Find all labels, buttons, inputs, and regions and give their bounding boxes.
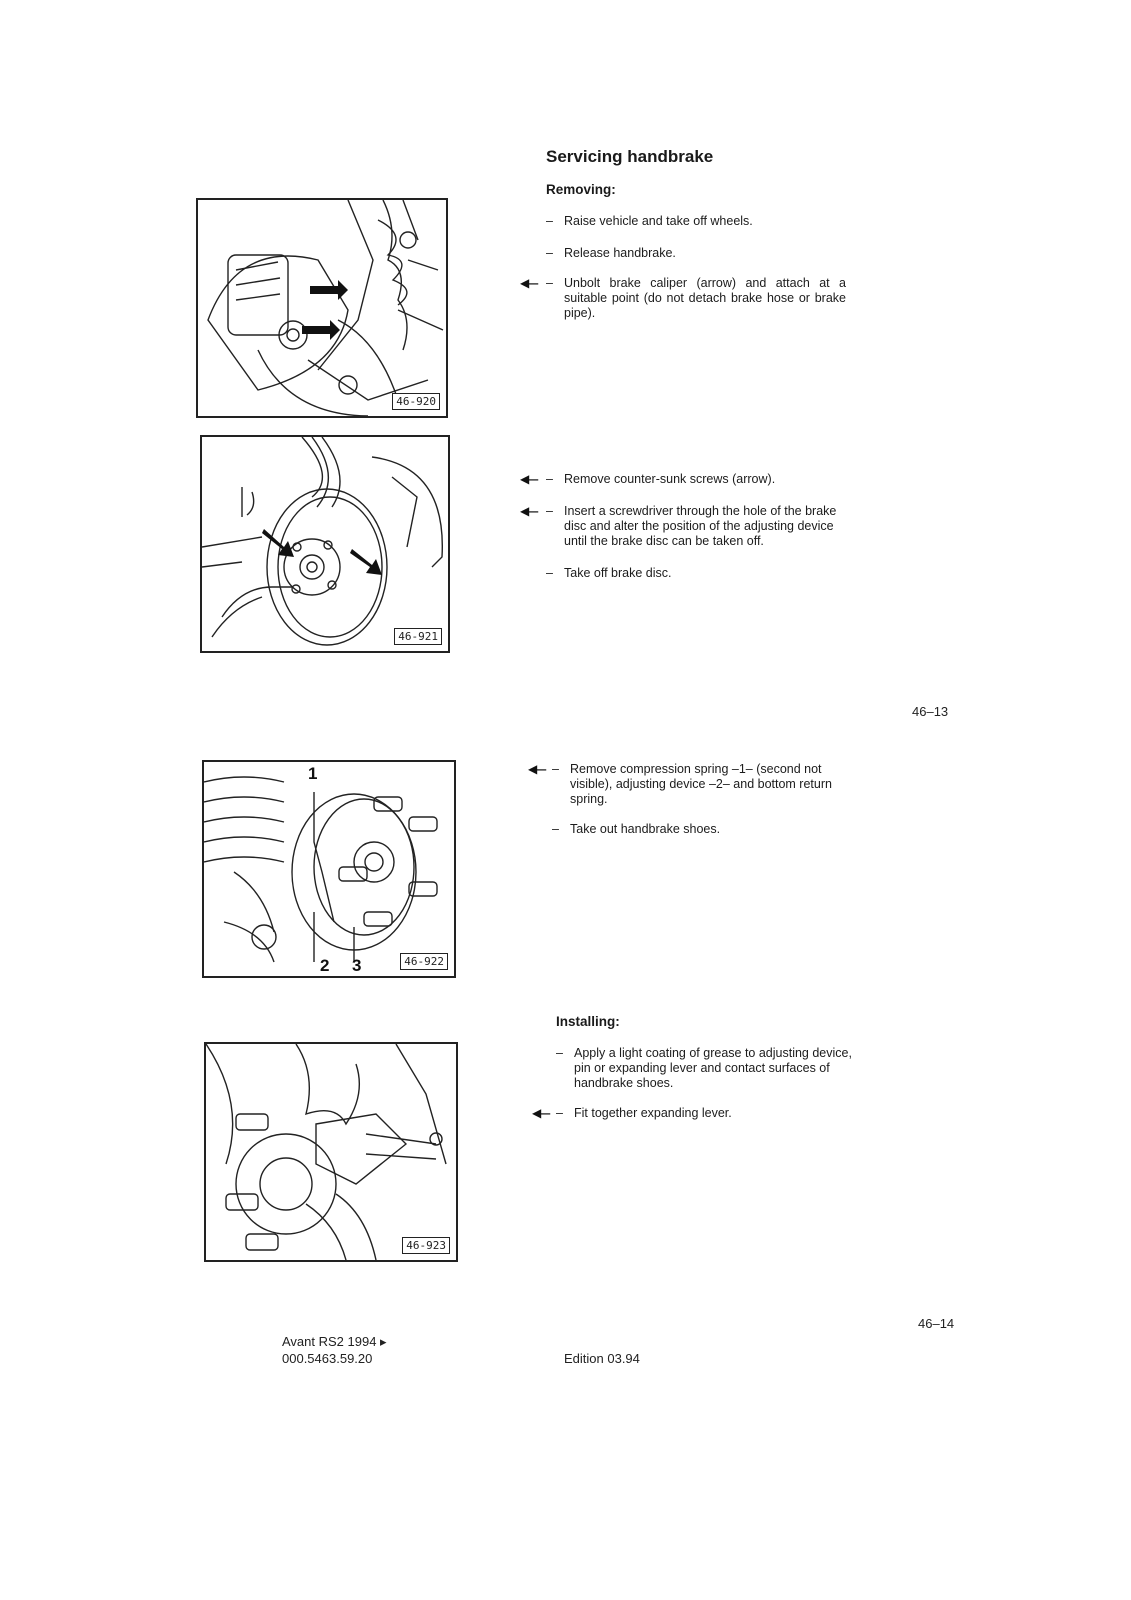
figure-reference-arrow-icon: ◀— (520, 276, 536, 290)
callout-3: 3 (352, 956, 362, 975)
figure-reference-arrow-icon: ◀— (520, 472, 536, 486)
callout-1: 1 (308, 764, 318, 783)
expanding-lever-illustration (206, 1044, 456, 1260)
footer-part-number: 000.5463.59.20 (282, 1351, 373, 1366)
figure-expanding-lever (204, 1042, 458, 1262)
arrow-icon (310, 280, 348, 300)
figure-label: 46-922 (400, 953, 448, 970)
footer-model: Avant RS2 1994 ▸ (282, 1334, 387, 1349)
installing-heading: Installing: (556, 1014, 620, 1029)
figure-label: 46-920 (392, 393, 440, 410)
footer-edition: Edition 03.94 (564, 1351, 640, 1366)
arrow-icon (262, 529, 294, 557)
handbrake-shoes-illustration (204, 762, 454, 976)
figure-reference-arrow-icon: ◀— (528, 762, 544, 776)
section-title: Servicing handbrake (546, 147, 714, 166)
figure-brake-disc (200, 435, 450, 653)
figure-handbrake-shoes (202, 760, 456, 978)
figure-label: 46-923 (402, 1237, 450, 1254)
removing-heading: Removing: (546, 182, 616, 197)
figure-reference-arrow-icon: ◀— (532, 1106, 548, 1120)
figure-label: 46-921 (394, 628, 442, 645)
arrow-icon (302, 320, 340, 340)
page-number: 46–14 (918, 1316, 955, 1331)
brake-disc-illustration (202, 437, 448, 651)
figure-reference-arrow-icon: ◀— (520, 504, 536, 518)
callout-2: 2 (320, 956, 330, 975)
figure-brake-caliper (196, 198, 448, 418)
brake-caliper-illustration (198, 200, 446, 416)
page-number: 46–13 (912, 704, 949, 719)
arrow-icon (350, 549, 382, 575)
